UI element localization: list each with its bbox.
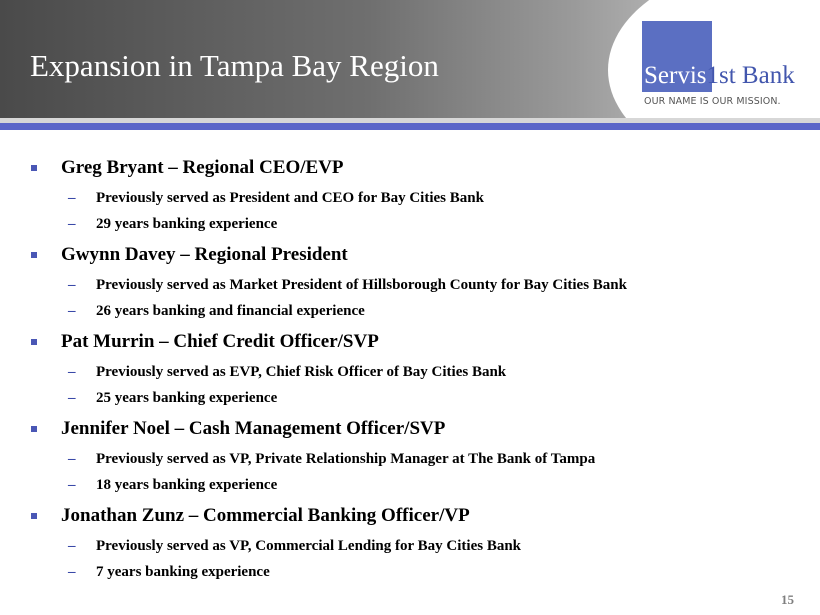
bullet-heading [0,411,820,446]
header-divider-blue [0,123,820,130]
sub-bullet-text: 7 years banking experience [96,564,270,580]
square-bullet-icon [31,165,37,171]
sub-bullet-text: Previously served as VP, Commercial Lending for Bay Cities Bank [96,538,522,554]
sub-bullet [0,211,820,237]
logo-text-1st-bank: 1st Bank [706,62,795,89]
sub-bullet [0,446,820,472]
sub-bullet-text: 18 years banking experience [96,477,278,493]
sub-bullet-text: Previously served as Market President of Hillsborough County for Bay Cities Bank [96,277,627,293]
dash-bullet-icon: – [68,277,76,293]
dash-bullet-icon: – [68,390,76,406]
dash-bullet-icon: – [68,538,76,554]
sub-bullet-text: 26 years banking and financial experience [96,303,365,319]
slide-title: Expansion in Tampa Bay Region [30,48,439,83]
logo-tagline: OUR NAME IS OUR MISSION. [644,96,781,107]
bullet-heading-text: Greg Bryant – Regional CEO/EVP [61,157,344,178]
bullet-heading [0,237,820,272]
sub-bullet-text: Previously served as President and CEO for Bay Cities Bank [96,190,484,206]
dash-bullet-icon: – [68,216,76,232]
logo-text-servis: Servis [644,62,707,89]
sub-bullet [0,472,820,498]
dash-bullet-icon: – [68,303,76,319]
sub-bullet [0,559,820,585]
bullet-heading-text: Jennifer Noel – Cash Management Officer/SVP [61,418,446,439]
list-item [0,150,820,237]
list-item [0,237,820,324]
sub-bullet [0,359,820,385]
sub-bullet-text: Previously served as VP, Private Relationship Manager at The Bank of Tampa [96,451,596,467]
logo-wordmark [644,59,795,93]
square-bullet-icon [31,513,37,519]
sub-bullet-text: 29 years banking experience [96,216,278,232]
square-bullet-icon [31,426,37,432]
sub-bullet [0,272,820,298]
sub-bullet [0,298,820,324]
bullet-heading [0,498,820,533]
sub-bullet [0,533,820,559]
sub-bullet-text: Previously served as EVP, Chief Risk Officer of Bay Cities Bank [96,364,507,380]
sub-bullet [0,185,820,211]
bullet-list [0,150,820,585]
dash-bullet-icon: – [68,564,76,580]
list-item [0,498,820,585]
bullet-heading-text: Jonathan Zunz – Commercial Banking Officer/VP [61,505,470,526]
sub-bullet-text: 25 years banking experience [96,390,278,406]
bullet-heading [0,324,820,359]
list-item [0,324,820,411]
dash-bullet-icon: – [68,190,76,206]
list-item [0,411,820,498]
bullet-heading-text: Pat Murrin – Chief Credit Officer/SVP [61,331,379,352]
dash-bullet-icon: – [68,364,76,380]
dash-bullet-icon: – [68,477,76,493]
sub-bullet [0,385,820,411]
page-number: 15 [781,592,794,607]
bullet-heading [0,150,820,185]
bullet-heading-text: Gwynn Davey – Regional President [61,244,348,265]
square-bullet-icon [31,339,37,345]
dash-bullet-icon: – [68,451,76,467]
slide-header [0,0,820,118]
square-bullet-icon [31,252,37,258]
